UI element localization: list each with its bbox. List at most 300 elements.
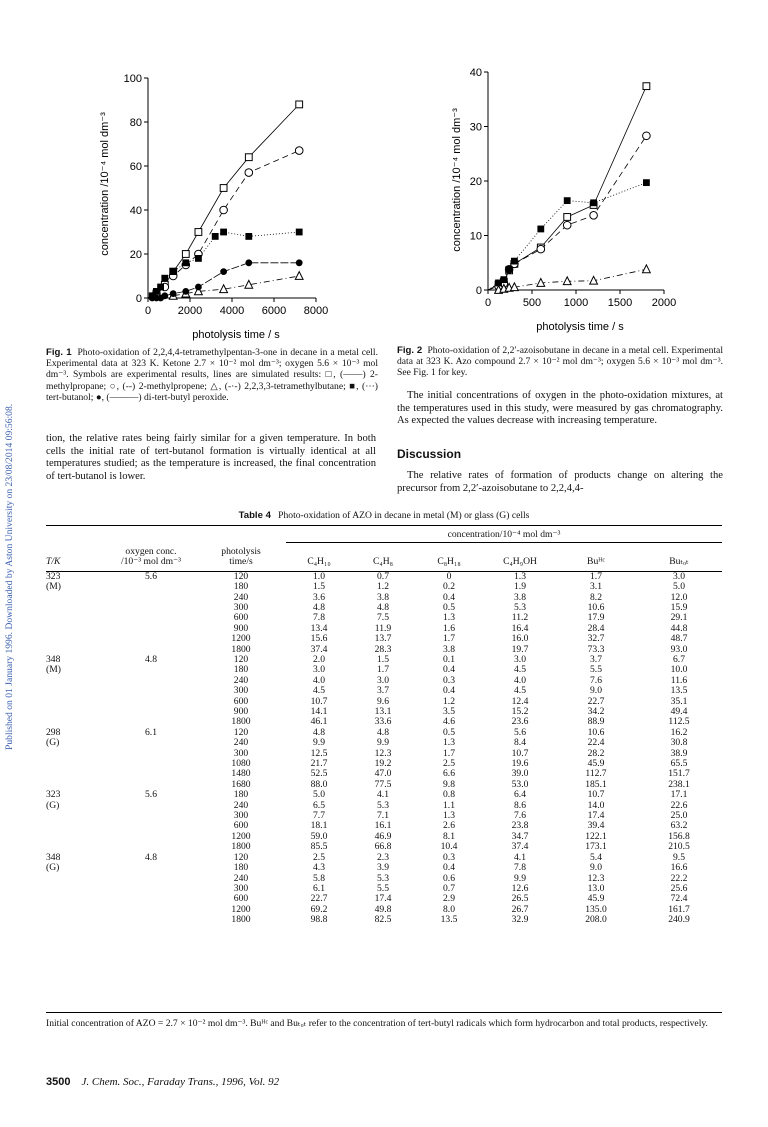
table-cell: 300 <box>233 685 249 697</box>
table-cell: 0.5 <box>443 726 455 738</box>
table-cell: 3.0 <box>514 653 526 665</box>
table-cell: 1800 <box>231 914 251 926</box>
table-cell: 11.9 <box>374 622 392 634</box>
table-cell: 19.2 <box>374 758 392 770</box>
table-cell: 5.5 <box>377 882 389 894</box>
table-cell: 3.5 <box>443 706 455 717</box>
table-cell: 39.0 <box>511 768 529 780</box>
y-tick-label: 20 <box>469 176 482 188</box>
table-cell: 9.9 <box>313 737 325 749</box>
x-tick-label: 0 <box>484 297 492 309</box>
figure-2-chart <box>430 60 690 342</box>
table-cell: 4.8 <box>313 601 325 613</box>
table-cell: 240 <box>233 799 249 811</box>
table-cell: 29.1 <box>670 612 688 624</box>
table-cell <box>106 603 196 613</box>
table-cell: 4.8 <box>377 601 389 613</box>
data-point-circle-filled <box>296 259 303 266</box>
table-cell: 0.3 <box>443 674 455 686</box>
table-cell: (G) <box>46 862 60 874</box>
table-cell: 1.9 <box>514 581 526 593</box>
table-cell: 10.4 <box>440 841 458 853</box>
table-title-text: Photo-oxidation of AZO in decane in metal (M) or glass (G) cells <box>278 510 530 521</box>
figure-1-xlabel: photolysis time / s <box>192 329 280 341</box>
data-point-square-filled <box>537 226 544 233</box>
table-cell: 210.5 <box>668 841 690 853</box>
table-cell: 7.7 <box>313 810 325 822</box>
table-cell: 348 <box>46 653 61 665</box>
table-cell: 15.6 <box>310 633 328 645</box>
col-oxygen-header-line1: oxygen conc. <box>125 545 177 557</box>
table-cell: 13.5 <box>670 685 688 697</box>
table-cell <box>46 759 106 769</box>
table-cell: 3.7 <box>377 685 389 697</box>
table-cell: 1.3 <box>514 570 526 582</box>
table-cell: 10.0 <box>670 664 688 676</box>
table-cell: 3.7 <box>590 653 602 665</box>
table-cell: 1.7 <box>443 747 455 759</box>
table-cell: (G) <box>46 737 60 749</box>
table-cell: 122.1 <box>585 830 607 842</box>
table-cell: 15.9 <box>670 601 688 613</box>
table-cell: 0.3 <box>443 851 455 863</box>
table-cell: 4.6 <box>443 716 455 728</box>
table-cell: 4.5 <box>514 664 526 676</box>
table-cell: 3.8 <box>377 591 389 603</box>
table-cell: 180 <box>233 581 249 593</box>
table-cell: 12.3 <box>374 747 392 759</box>
left-column-paragraph: tion, the relative rates being fairly similar for a given temperature. In both cells the initial rate of tert-butanol formation is virtually identical at all temperatures studied; as the temperature is increased, the final concentration of tert-butanol is lower. <box>46 433 376 482</box>
table-cell: 0.1 <box>443 653 455 665</box>
data-point-circle-open <box>590 212 598 220</box>
table-cell: 5.6 <box>145 789 157 801</box>
table-cell: 300 <box>233 810 249 822</box>
table-cell: 1.3 <box>443 810 455 822</box>
table-cell: 1.2 <box>443 695 455 707</box>
table-cell <box>46 905 106 915</box>
table-cell: 1.6 <box>443 622 455 634</box>
y-tick-label: 60 <box>129 161 142 173</box>
table-cell: 28.4 <box>587 622 605 634</box>
x-tick-label: 2000 <box>651 297 677 309</box>
table-cell: 8.6 <box>514 799 526 811</box>
table-cell: 6.6 <box>443 768 455 780</box>
table-cell: 37.4 <box>511 841 529 853</box>
table-cell <box>46 624 106 634</box>
table-cell <box>106 634 196 644</box>
table-cell: 0.4 <box>443 664 455 676</box>
table-cell: 12.4 <box>511 695 529 707</box>
table-cell: 1.3 <box>443 737 455 749</box>
page-number: 3500 <box>46 1076 71 1088</box>
table-cell: 240 <box>233 872 249 884</box>
table-cell <box>106 759 196 769</box>
table-title-label: Table 4 <box>238 510 271 521</box>
col-butot-header: Buₜₒₜ <box>669 556 689 568</box>
figure-2-caption-text: Photo-oxidation of 2,2′-azoisobutane in decane in a metal cell. Experimental data at 323 K. Azo compound 2.7 × 10⁻² mol dm⁻³; oxygen 5.6 × 10⁻³ mol dm⁻³. See Fig. 1 for key. <box>397 345 723 379</box>
table-cell: 12.3 <box>587 872 605 884</box>
table-cell: 23.8 <box>511 820 529 832</box>
table-cell <box>106 801 196 811</box>
table-cell: 12.6 <box>511 882 529 894</box>
table-cell: 900 <box>233 622 249 634</box>
table-cell <box>46 676 106 686</box>
table-cell: 23.6 <box>511 716 529 728</box>
table-cell: 9.9 <box>514 872 526 884</box>
table-cell: 1200 <box>231 830 251 842</box>
data-point-square-filled <box>506 266 513 273</box>
table-cell: 13.4 <box>310 622 328 634</box>
table-cell <box>106 811 196 821</box>
table-cell: 17.1 <box>670 789 688 801</box>
table-cell: 9.5 <box>673 851 685 863</box>
table-cell: 0.5 <box>443 601 455 613</box>
table-cell <box>46 915 106 925</box>
table-cell: 53.0 <box>511 778 529 790</box>
table-cell: 3.0 <box>377 674 389 686</box>
table-body <box>46 571 722 925</box>
table-cell: 300 <box>233 882 249 894</box>
table-cell: 2.3 <box>377 851 389 863</box>
table-cell: 120 <box>233 851 249 863</box>
table-cell: 1480 <box>231 768 251 780</box>
table-cell <box>106 915 196 925</box>
x-tick-label: 1000 <box>563 297 589 309</box>
page-footer <box>46 1076 279 1088</box>
col-c4h9oh-header: C₄H₉OH <box>503 556 537 568</box>
data-point-square-open <box>245 154 252 161</box>
table-cell: 240.9 <box>668 914 690 926</box>
table-title <box>46 510 722 521</box>
table-cell: 13.7 <box>374 633 392 645</box>
table-cell <box>106 884 196 894</box>
table-cell: 17.4 <box>374 893 392 905</box>
table-cell: 5.0 <box>673 581 685 593</box>
table-cell: 1.3 <box>443 612 455 624</box>
table-cell: 5.3 <box>377 799 389 811</box>
table-cell <box>106 738 196 748</box>
col-time-header-line1: photolysis <box>221 545 261 557</box>
table-cell: 12.0 <box>670 591 688 603</box>
discussion-heading: Discussion <box>397 447 462 461</box>
table-cell: 30.8 <box>670 737 688 749</box>
table-cell: 3.0 <box>673 570 685 582</box>
table-cell: 0.2 <box>443 581 455 593</box>
table-cell: 135.0 <box>585 903 607 915</box>
table-cell: 4.5 <box>313 685 325 697</box>
table-cell: 300 <box>233 601 249 613</box>
table-cell: 8.1 <box>443 830 455 842</box>
table-cell: 32.7 <box>587 633 605 645</box>
table-cell: 63.2 <box>670 820 688 832</box>
table-cell: 4.8 <box>377 726 389 738</box>
table-cell: 3.0 <box>313 664 325 676</box>
table-cell: 185.1 <box>585 778 607 790</box>
table-cell: 69.2 <box>310 903 328 915</box>
data-point-circle-open <box>295 147 303 155</box>
table-cell: 5.8 <box>313 872 325 884</box>
table-cell: 1.7 <box>377 664 389 676</box>
table-cell <box>46 832 106 842</box>
table-cell: 161.7 <box>668 903 690 915</box>
table-cell: (M) <box>46 664 61 676</box>
data-point-square-filled <box>500 276 507 283</box>
table-cell: 348 <box>46 851 61 863</box>
data-point-square-filled <box>511 258 518 265</box>
table-cell: 6.4 <box>514 789 526 801</box>
data-point-circle-filled <box>161 292 168 299</box>
table-cell: 35.1 <box>670 695 688 707</box>
table-cell <box>106 624 196 634</box>
table-cell <box>106 697 196 707</box>
table-cell: 180 <box>233 789 249 801</box>
col-buhc-header: Buᴴᶜ <box>587 556 605 568</box>
table-cell: 48.7 <box>670 633 688 645</box>
table-cell: 1.7 <box>443 633 455 645</box>
table-cell: 1200 <box>231 903 251 915</box>
table-cell: 25.0 <box>670 810 688 822</box>
table-cell: 17.4 <box>587 810 605 822</box>
table-cell: 88.0 <box>310 778 328 790</box>
table-row <box>46 582 722 592</box>
table-cell <box>106 665 196 675</box>
table-cell: 0.7 <box>443 882 455 894</box>
table-cell <box>46 894 106 904</box>
data-point-triangle-open <box>295 272 303 280</box>
table-cell: 26.5 <box>511 893 529 905</box>
table-cell <box>46 707 106 717</box>
table-cell: 2.6 <box>443 820 455 832</box>
journal-citation: J. Chem. Soc., Faraday Trans., 1996, Vol. 92 <box>81 1076 280 1088</box>
table-cell: 120 <box>233 726 249 738</box>
table-cell: 1800 <box>231 643 251 655</box>
table-cell: 5.5 <box>590 664 602 676</box>
table-cell <box>106 832 196 842</box>
data-point-square-filled <box>220 229 227 236</box>
table-cell <box>46 603 106 613</box>
table-cell: 240 <box>233 591 249 603</box>
table-cell: 0.6 <box>443 872 455 884</box>
col-c4h8-header: C₄H₈ <box>372 556 394 568</box>
table-cell: 93.0 <box>670 643 688 655</box>
data-point-circle-open <box>537 245 545 253</box>
data-point-circle-open <box>563 221 571 229</box>
table-cell: 4.1 <box>514 851 526 863</box>
data-point-square-filled <box>296 229 303 236</box>
table-cell: 9.0 <box>590 862 602 874</box>
table-cell <box>106 894 196 904</box>
table-cell: 85.5 <box>310 841 328 853</box>
table-cell: 49.4 <box>670 706 688 717</box>
table-cell: 8.4 <box>514 737 526 749</box>
figure-1-axes <box>124 73 329 317</box>
table-cell: 1.2 <box>377 581 389 593</box>
table-cell: 46.9 <box>374 830 392 842</box>
table-row <box>46 863 722 873</box>
table-cell: 1200 <box>231 633 251 645</box>
table-cell <box>46 634 106 644</box>
table-cell: 151.7 <box>668 768 690 780</box>
table-cell: 0.8 <box>443 789 455 801</box>
table-cell <box>46 874 106 884</box>
table-cell: 12.5 <box>310 747 328 759</box>
table-cell: 298 <box>46 726 61 738</box>
data-point-square-open <box>296 101 303 108</box>
table-cell: 28.2 <box>587 747 605 759</box>
table-cell: 10.7 <box>310 695 328 707</box>
table-cell <box>46 749 106 759</box>
table-cell: 52.5 <box>310 768 328 780</box>
table-cell: 6.7 <box>673 653 685 665</box>
table-cell: 88.9 <box>587 716 605 728</box>
table-cell: 4.8 <box>145 851 157 863</box>
table-cell: 2.9 <box>443 893 455 905</box>
table-cell: 3.8 <box>514 591 526 603</box>
table-cell <box>46 821 106 831</box>
table-cell: 39.4 <box>587 820 605 832</box>
table-top-rule <box>46 525 722 526</box>
table-cell: 5.6 <box>145 570 157 582</box>
table-cell <box>46 884 106 894</box>
table-cell: 4.0 <box>514 674 526 686</box>
table-cell: 16.2 <box>670 726 688 738</box>
table-cell: 28.3 <box>374 643 392 655</box>
table-cell: 6.5 <box>313 799 325 811</box>
table-cell: 13.0 <box>587 882 605 894</box>
table-cell: 9.9 <box>377 737 389 749</box>
table-cell <box>106 676 196 686</box>
table-cell: 21.7 <box>310 758 328 770</box>
data-point-circle-filled <box>220 268 227 275</box>
table-cell: 323 <box>46 570 61 582</box>
table-cell: 1.1 <box>443 799 455 811</box>
table-cell: 0.4 <box>443 591 455 603</box>
table-cell: 34.2 <box>587 706 605 717</box>
table-cell: 22.7 <box>310 893 328 905</box>
table-cell: 25.6 <box>670 882 688 894</box>
table-cell: 600 <box>233 820 249 832</box>
table-cell: 156.8 <box>668 830 690 842</box>
data-point-square-filled <box>170 268 177 275</box>
table-cell: 7.6 <box>514 810 526 822</box>
figure-2-xlabel: photolysis time / s <box>536 321 624 333</box>
table-cell: 180 <box>233 664 249 676</box>
table-cell <box>106 821 196 831</box>
data-point-square-filled <box>643 179 650 186</box>
table-cell: 66.8 <box>374 841 392 853</box>
table-cell: 1080 <box>231 758 251 770</box>
data-point-triangle-open <box>643 265 651 273</box>
table-cell: 82.5 <box>374 914 392 926</box>
table-cell: 4.8 <box>145 653 157 665</box>
table-cell: 7.5 <box>377 612 389 624</box>
table-cell: 14.0 <box>587 799 605 811</box>
table-cell: 5.0 <box>313 789 325 801</box>
table-cell: 34.7 <box>511 830 529 842</box>
table-cell: 3.9 <box>377 862 389 874</box>
table-cell: 1.5 <box>313 581 325 593</box>
table-cell: 8.2 <box>590 591 602 603</box>
y-tick-label: 10 <box>469 230 482 243</box>
table-cell <box>106 905 196 915</box>
table-cell: 9.6 <box>377 695 389 707</box>
table-cell: 4.0 <box>313 674 325 686</box>
table-cell: 26.7 <box>511 903 529 915</box>
table-4 <box>46 530 722 926</box>
table-cell: 45.9 <box>587 893 605 905</box>
x-tick-label: 4000 <box>219 305 245 317</box>
table-cell: 9.0 <box>590 685 602 697</box>
right-column-paragraph-2: The relative rates of formation of products change on altering the precursor from 2,2′-azoisobutane to 2,2,4,4- <box>397 470 723 494</box>
table-cell: 6.1 <box>145 726 157 738</box>
data-point-square-filled <box>157 284 164 291</box>
table-cell <box>106 874 196 884</box>
table-cell: 2.5 <box>443 758 455 770</box>
table-cell: 59.0 <box>310 830 328 842</box>
table-cell: (M) <box>46 581 61 593</box>
data-point-circle-filled <box>245 259 252 266</box>
figure-1-data-points <box>149 101 303 301</box>
table-cell: 238.1 <box>668 778 690 790</box>
table-cell: 10.6 <box>587 726 605 738</box>
data-point-square-filled <box>245 233 252 240</box>
y-tick-label: 0 <box>135 293 142 305</box>
table-cell: 16.4 <box>511 622 529 634</box>
y-tick-label: 100 <box>123 73 142 85</box>
table-cell: 1.5 <box>377 653 389 665</box>
table-cell: 323 <box>46 789 61 801</box>
data-point-square-open <box>220 185 227 192</box>
data-point-square-filled <box>212 233 219 240</box>
table-cell: 22.6 <box>670 799 688 811</box>
table-cell: 600 <box>233 695 249 707</box>
figure-2-caption <box>397 345 723 379</box>
table-cell: 32.9 <box>511 914 529 926</box>
table-cell: 120 <box>233 653 249 665</box>
table-cell: 22.2 <box>670 872 688 884</box>
y-tick-label: 40 <box>129 205 142 217</box>
x-tick-label: 6000 <box>261 305 287 317</box>
table-cell: 5.3 <box>377 872 389 884</box>
table-cell: 11.2 <box>511 612 529 624</box>
table-cell: 16.0 <box>511 633 529 645</box>
table-cell: 98.8 <box>310 914 328 926</box>
table-cell: 19.7 <box>511 643 529 655</box>
y-tick-label: 20 <box>129 249 142 261</box>
table-cell: 600 <box>233 893 249 905</box>
col-c4h10-header: C₄H₁₀ <box>307 556 331 568</box>
x-tick-label: 8000 <box>303 305 329 317</box>
table-footnote: Initial concentration of AZO = 2.7 × 10⁻² mol dm⁻³. Buᴴᶜ and Buₜₒₜ refer to the concentration of tert-butyl radicals which form hydrocarbon and total products, respectively. <box>46 1018 708 1029</box>
table-cell: 3.6 <box>313 591 325 603</box>
figure-1-caption-text: Photo-oxidation of 2,2,4,4-tetramethylpentan-3-one in decane in a metal cell. Experimental data at 323 K. Ketone 2.7 × 10⁻² mol dm⁻³; oxygen 5.6 × 10⁻³ mol dm⁻³. Symbols are experimental results, lines are simulated results: □, (——) 2-methylpropane; ○, (--) 2-methylpropene; △, (-·-) 2,2,3,3-tetramethylbutane; ■, (···) tert-butanol; ●, (———) di-tert-butyl peroxide. <box>46 347 378 403</box>
table-cell: 112.7 <box>585 768 607 780</box>
table-cell: 18.1 <box>310 820 328 832</box>
y-tick-label: 40 <box>469 67 482 79</box>
table-cell: (G) <box>46 799 60 811</box>
table-cell <box>106 863 196 873</box>
table-cell: 0 <box>446 570 452 582</box>
table-cell <box>106 593 196 603</box>
table-cell: 7.8 <box>313 612 325 624</box>
table-cell <box>46 697 106 707</box>
table-cell: 16.1 <box>374 820 392 832</box>
table-cell: 11.6 <box>670 674 688 686</box>
table-cell: 65.5 <box>670 758 688 770</box>
table-cell: 0.4 <box>443 685 455 697</box>
table-cell: 1800 <box>231 716 251 728</box>
y-tick-label: 80 <box>129 117 142 129</box>
